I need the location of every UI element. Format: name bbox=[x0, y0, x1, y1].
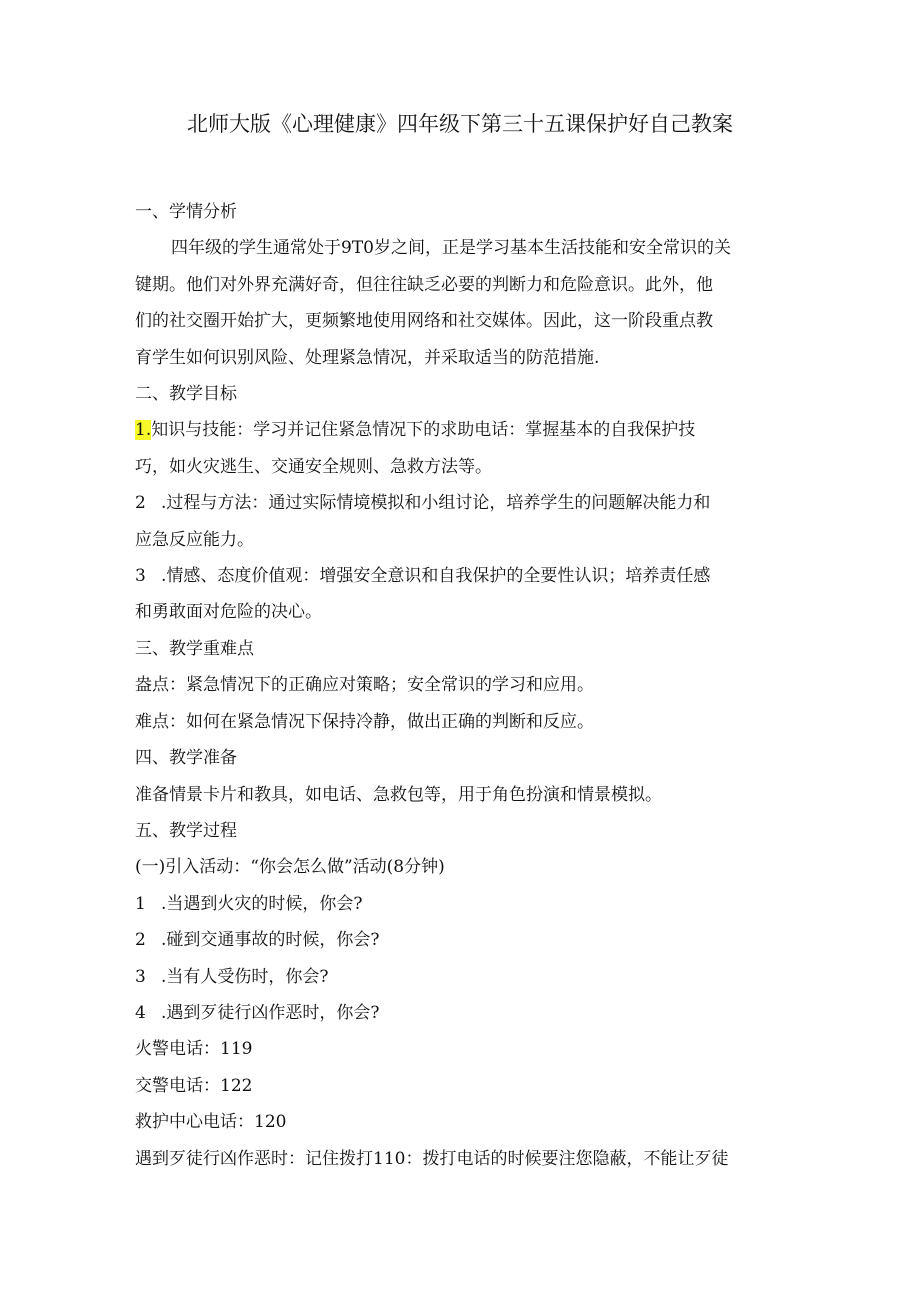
question-text: .当有人受伤时，你会? bbox=[161, 966, 329, 987]
document-body bbox=[135, 194, 775, 1177]
question-item-3 bbox=[135, 959, 775, 995]
list-number: 4 bbox=[135, 1002, 146, 1023]
document-title: 北师大版《心理健康》四年级下第三十五课保护好自己教案 bbox=[187, 112, 733, 136]
goal-text: .情感、态度价值观：增强安全意识和自我保护的全要性认识；培养责任感 bbox=[161, 566, 711, 587]
section-heading-preparation: 四、教学准备 bbox=[135, 748, 237, 769]
key-point-line: 盎点：紧急情况下的正确应对策略；安全常识的学习和应用。 bbox=[135, 675, 594, 696]
police-phone-line: 遇到歹徒行凶作恶时：记住拨打110：拨打电话的时候要注您隐蔽，不能让歹徒 bbox=[135, 1148, 729, 1169]
section-heading-process: 五、教学过程 bbox=[135, 820, 237, 841]
list-number: 3 bbox=[135, 566, 146, 587]
question-text: .当遇到火灾的时候，你会? bbox=[161, 893, 363, 914]
question-item-1 bbox=[135, 886, 775, 922]
goal-item-2 bbox=[135, 485, 775, 521]
traffic-phone-line: 交警电话：122 bbox=[135, 1075, 253, 1096]
difficulty-line: 难点：如何在紧急情况下保持冷静，做出正确的判断和反应。 bbox=[135, 711, 594, 732]
question-item-2 bbox=[135, 922, 775, 958]
ambulance-phone-line: 救护中心电话：120 bbox=[135, 1112, 287, 1133]
list-number: 1 bbox=[135, 893, 146, 914]
paragraph-line: 键期。他们对外界充满好奇，但往往缺乏必要的判断力和危险意识。此外，他 bbox=[135, 274, 713, 295]
paragraph-line: 四年级的学生通常处于9T0岁之间，正是学习基本生活技能和安全常识的关 bbox=[171, 238, 731, 259]
list-number: 2 bbox=[135, 930, 146, 951]
paragraph-line: 巧，如火灾逃生、交通安全规则、急救方法等。 bbox=[135, 456, 492, 477]
paragraph-line: 们的社交圈开始扩大，更频繁地使用网络和社交媒体。因此，这一阶段重点教 bbox=[135, 311, 713, 332]
question-item-4 bbox=[135, 995, 775, 1031]
section-heading-key-points: 三、教学重难点 bbox=[135, 638, 254, 659]
section-heading-analysis: 一、学情分析 bbox=[135, 202, 237, 222]
paragraph-line: 准备情景卡片和教具，如电话、急救包等，用于角色扮演和情景模拟。 bbox=[135, 784, 662, 805]
fire-phone-line: 火警电话：119 bbox=[135, 1039, 253, 1060]
list-number: 2 bbox=[135, 493, 146, 514]
goal-item-3 bbox=[135, 558, 775, 594]
question-text: .遇到歹徒行凶作恶时，你会? bbox=[161, 1002, 380, 1023]
paragraph-line: 和勇敢面对危险的决心。 bbox=[135, 602, 322, 623]
paragraph-line: 育学生如何识别风险、处理紧急情况，并采取适当的防范措施. bbox=[135, 347, 600, 368]
goal-text: 知识与技能：学习并记住紧急情况下的求助电话：掌握基本的自我保护技 bbox=[151, 420, 696, 441]
activity-heading: (一)引入活动：“你会怎么做”活动(8分钟) bbox=[135, 857, 445, 878]
highlighted-number: 1. bbox=[135, 420, 152, 441]
section-heading-goals: 二、教学目标 bbox=[135, 384, 237, 405]
list-number: 3 bbox=[135, 966, 146, 987]
question-text: .碰到交通事故的时候，你会? bbox=[161, 930, 380, 951]
paragraph-line: 应急反应能力。 bbox=[135, 529, 254, 550]
goal-item-1 bbox=[135, 412, 775, 448]
goal-text: .过程与方法：通过实际情境模拟和小组讨论，培养学生的问题解决能力和 bbox=[161, 493, 711, 514]
